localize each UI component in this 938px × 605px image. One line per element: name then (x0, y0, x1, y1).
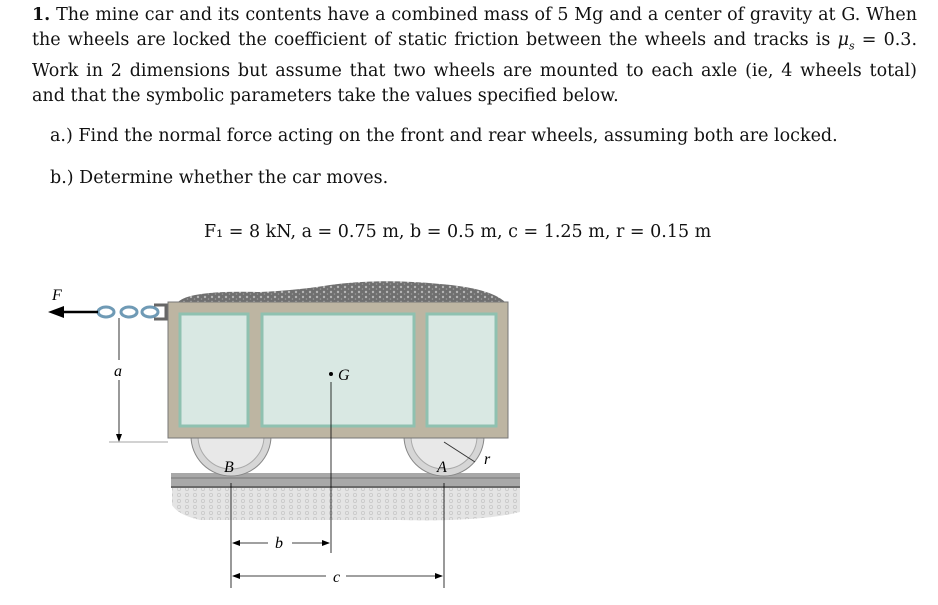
chain (98, 305, 166, 319)
part-label: b.) (50, 168, 74, 188)
label-a: a (114, 363, 122, 380)
label-g: G (338, 367, 350, 384)
part-label: a.) (50, 126, 73, 146)
problem-number: 1. (32, 5, 51, 25)
label-r: r (484, 451, 491, 468)
part-text: Determine whether the car moves. (79, 168, 389, 188)
mu-subscript: s (848, 39, 855, 53)
label-a-wheel: A (437, 459, 447, 476)
label-b: b (275, 535, 283, 552)
center-of-gravity (329, 372, 333, 376)
part-text: Find the normal force acting on the front and rear wheels, assuming both are locked. (78, 126, 838, 146)
mu-symbol: μ (837, 30, 849, 50)
label-c: c (333, 569, 341, 586)
ore-load (178, 281, 505, 302)
parameters: F₁ = 8 kN, a = 0.75 m, b = 0.5 m, c = 1.25 m, r = 0.15 m (204, 222, 712, 242)
ground (172, 488, 520, 520)
label-b-wheel: B (224, 459, 234, 476)
statement-text: The mine car and its contents have a combined mass of 5 Mg and a center of gravity at G. When the wheels are locked the coefficient of static friction between the wheels and tracks is (32, 5, 917, 50)
label-f: F (52, 287, 62, 304)
statement-text-2: = 0.3. Work in 2 dimensions but assume that two wheels are mounted to each axle (ie, 4 wheels total) and that the symbolic parameters take the values specified below. (32, 30, 918, 106)
